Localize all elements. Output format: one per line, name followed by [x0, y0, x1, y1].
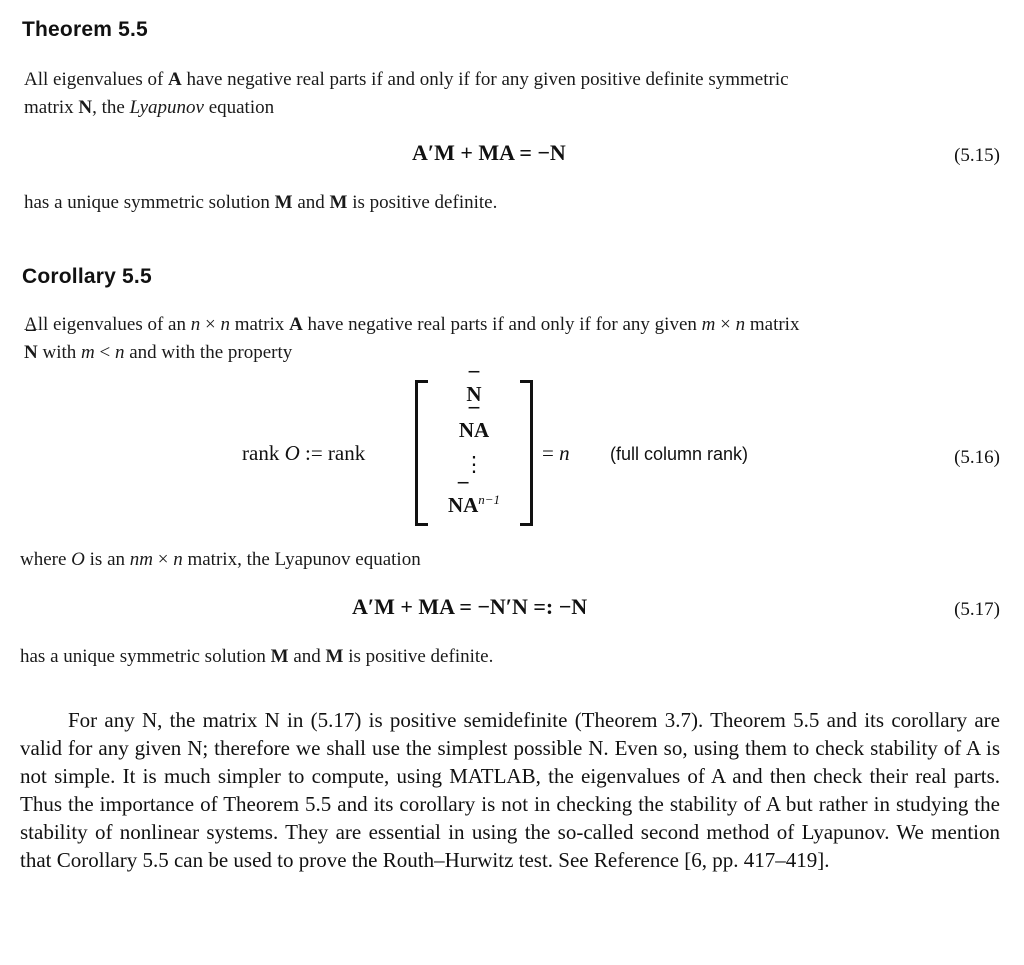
corollary-title: Corollary 5.5	[22, 265, 152, 288]
where-clause: where O is an nm × n matrix, the Lyapunov equation	[20, 549, 421, 570]
observability-matrix	[415, 380, 533, 526]
corollary-statement: All eigenvalues of an n × n matrix A have negative real parts if and only if for any given m × n matrix ¯ N with m < n and with the property	[24, 311, 1004, 367]
matrix-row-1: ¯ N	[418, 382, 530, 407]
matrix-row-last: ¯ $NA^{n-1}$	[418, 492, 530, 518]
lyapunov-equation-5-15: A′M + MA = −N	[412, 140, 566, 165]
rank-equals-n: = n	[542, 441, 570, 465]
body-paragraph: For any N, the matrix N in (5.17) is positive semidefinite (Theorem 3.7). Theorem 5.5 and its corollary are valid for any given N; therefore we shall use the simplest possible N. Even so, using them to check stability of A is not simple. It is much simpler to compute, using MATLAB, the eigenvalues of A and then check their real parts. Thus the importance of Theorem 5.5 and its corollary is not in checking the stability of A but rather in studying the stability of nonlinear systems. They are essential in using the so-called second method of Lyapunov. We mention that Corollary 5.5 can be used to prove the Routh–Hurwitz test. See Reference [6, pp. 417–419].	[20, 708, 1000, 872]
equation-number-5-16: (5.16)	[954, 447, 1000, 468]
rank-label: rank O := rank	[242, 441, 366, 465]
lyapunov-equation-5-17: A′M + MA = −N′N =: −N	[352, 594, 588, 619]
corollary-conclusion: has a unique symmetric solution M and M is positive definite.	[20, 646, 494, 667]
matrix-row-vdots: ⋮	[463, 452, 485, 476]
full-column-rank-note: (full column rank)	[610, 444, 749, 464]
theorem-title: Theorem 5.5	[22, 18, 148, 41]
theorem-conclusion: has a unique symmetric solution M and M is positive definite.	[24, 192, 498, 213]
theorem-statement: All eigenvalues of A have negative real parts if and only if for any given positive definite symmetric matrix N, the Lyapunov equation	[24, 69, 789, 118]
equation-number-5-15: (5.15)	[954, 145, 1000, 166]
matrix-row-2: ¯ NA	[418, 418, 530, 443]
equation-number-5-17: (5.17)	[954, 599, 1000, 620]
